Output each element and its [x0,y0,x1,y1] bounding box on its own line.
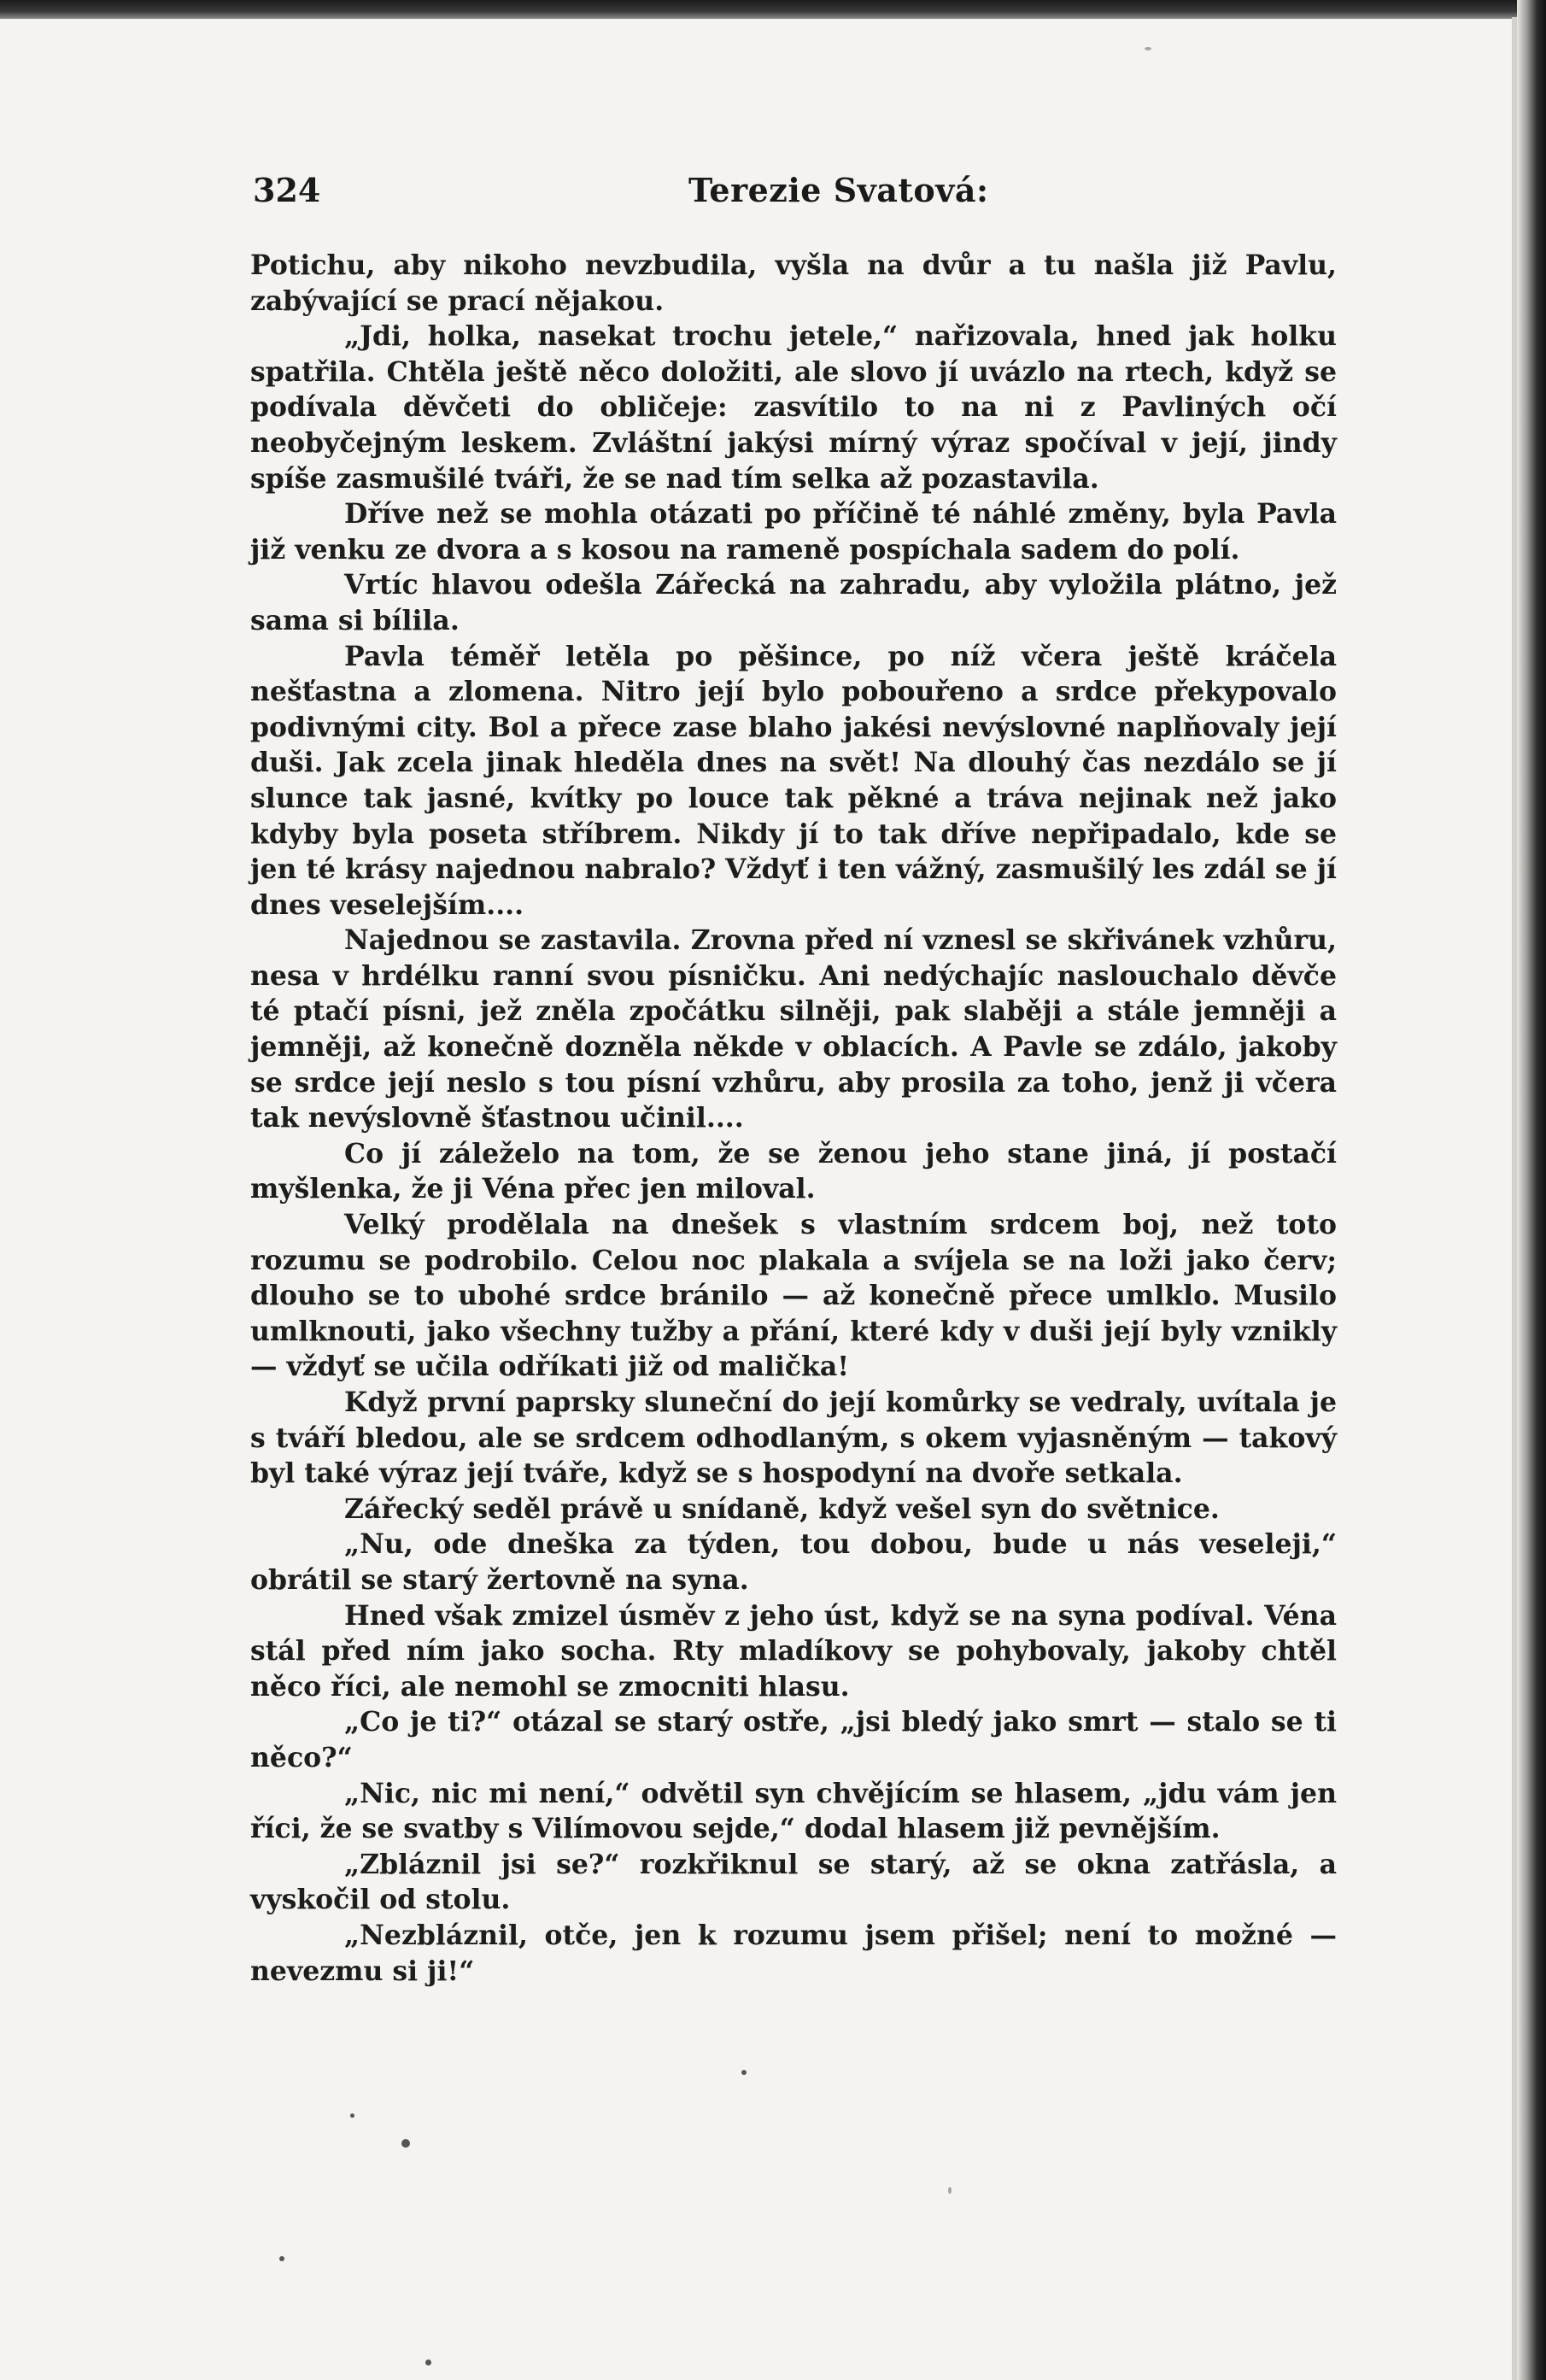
paragraph: „Co je ti?“ otázal se starý ostře, „jsi bledý jako smrt — stalo se ti něco?“ [250,1706,1337,1773]
paragraph: Zářecký seděl právě u snídaně, když vešel syn do světnice. [344,1492,1220,1525]
running-title: Terezie Svatová: [688,171,989,209]
paragraph: „Zbláznil jsi se?“ rozkřiknul se starý, až se okna zatřásla, a vyskočil od stolu. [250,1848,1337,1916]
paragraph: Potichu, aby nikoho nevzbudila, vyšla na dvůr a tu našla již Pavlu, zabývající se prací nějakou. [250,249,1337,317]
paragraph: Vrtíc hlavou odešla Zářecká na zahradu, aby vyložila plátno, jež sama si bílila. [250,569,1337,636]
paragraph: Najednou se zastavila. Zrovna před ní vznesl se skřivánek vzhůru, nesa v hrdélku ranní svou písničku. Ani nedýchajíc naslouchalo děvče té ptačí písni, jež zněla zpočátku silněji, pak slaběji a stále jemněji a jemněji, až konečně dozněla někde v oblacích. A Pavle se zdálo, jakoby se srdce její neslo s tou písní vzhůru, aby prosila za toho, jenž ji včera tak nevýslovně šťastnou učinil.... [250,924,1337,1134]
page-header [253,171,1329,222]
scan-speck [741,2070,747,2075]
paragraph: „Jdi, holka, nasekat trochu jetele,“ nařizovala, hned jak holku spatřila. Chtěla ještě něco doložiti, ale slovo jí uvázlo na rtech, když se podívala děvčeti do obličeje: zasvítilo to na ni z Pavliných očí neobyčejným leskem. Zvláštní jakýsi mírný výraz spočíval v její, jindy spíše zasmušilé tváři, že se nad tím selka až pozastavila. [250,320,1337,495]
paragraph: „Nezbláznil, otče, jen k rozumu jsem přišel; není to možné — nevezmu si ji!“ [250,1919,1337,1987]
scan-speck [425,2359,431,2365]
body-text [250,248,1337,1989]
scan-speck [1145,47,1151,50]
paragraph: „Nu, ode dneška za týden, tou dobou, bude u nás veseleji,“ obrátil se starý žertovně na syna. [250,1528,1337,1596]
scan-speck [350,2113,354,2118]
page-number: 324 [253,171,321,209]
paragraph: Když první paprsky sluneční do její komůrky se vedraly, uvítala je s tváří bledou, ale se srdcem odhodlaným, s okem vyjasněným — takový byl také výraz její tváře, když se s hospodyní na dvoře setkala. [250,1386,1337,1490]
scan-edge-right [1517,0,1546,2380]
scan-edge-top [0,0,1546,19]
scan-speck [279,2256,284,2261]
paragraph: Hned však zmizel úsměv z jeho úst, když se na syna podíval. Véna stál před ním jako socha. Rty mladíkovy se pohybovaly, jakoby chtěl něco říci, ale nemohl se zmocniti hlasu. [250,1599,1337,1703]
paragraph: „Nic, nic mi není,“ odvětil syn chvějícím se hlasem, „jdu vám jen říci, že se svatby s Vilímovou sejde,“ dodal hlasem již pevnějším. [250,1777,1337,1845]
paragraph: Co jí záleželo na tom, že se ženou jeho stane jiná, jí postačí myšlenka, že ji Véna přec jen miloval. [250,1137,1337,1205]
scan-speck [948,2187,952,2194]
paragraph: Velký prodělala na dnešek s vlastním srdcem boj, než toto rozumu se podrobilo. Celou noc plakala a svíjela se na loži jako červ; dlouho se to ubohé srdce bránilo — až konečně přece umlklo. Musilo umlknouti, jako všechny tužby a přání, které kdy v duši její byly vznikly — vždyť se učila odříkati již od malička! [250,1209,1337,1383]
paragraph: Dříve než se mohla otázati po příčině té náhlé změny, byla Pavla již venku ze dvora a s kosou na rameně pospíchala sadem do polí. [250,498,1337,566]
paragraph: Pavla téměř letěla po pěšince, po níž včera ještě kráčela nešťastna a zlomena. Nitro její bylo pobouřeno a srdce překypovalo podivnými city. Bol a přece zase blaho jakési nevýslovné naplňovaly její duši. Jak zcela jinak hleděla dnes na svět! Na dlouhý čas nezdálo se jí slunce tak jasné, kvítky po louce tak pěkné a tráva nejinak než jako kdyby byla poseta stříbrem. Nikdy jí to tak dříve nepřipadalo, kde se jen té krásy najednou nabralo? Vždyť i ten vážný, zasmušilý les zdál se jí dnes veselejším.... [250,640,1337,921]
scan-speck [401,2139,410,2148]
